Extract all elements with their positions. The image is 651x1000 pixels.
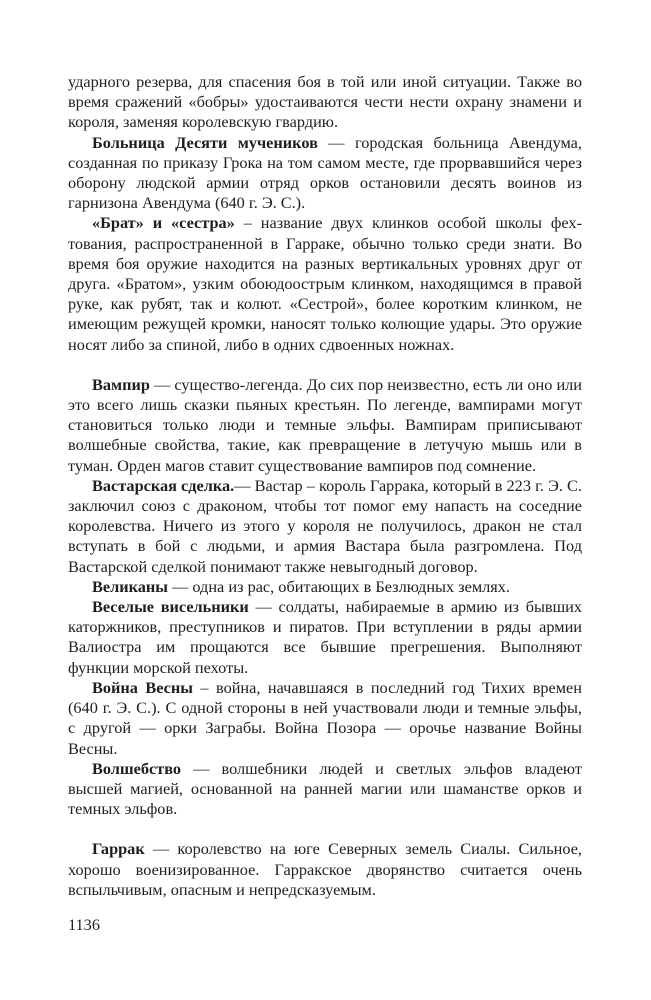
- glossary-entry: [68, 476, 582, 577]
- glossary-entry: [68, 577, 582, 597]
- entry-text: — Вастар – король Гаррака, который в 223 г. Э. С. заключил союз с драконом, чтобы тот помог ему напасть на соседние королевства. Ничего из этого у короля не получилось, дракон не стал вступать в бой с людьми, и армия Вастара была разгромлена. Под Вастарской сделкой понимают также невыгодный договор.: [68, 475, 582, 576]
- glossary-text: [68, 72, 582, 900]
- entry-text: — солдаты, набираемые в армию из бывших каторжников, преступников и пиратов. При вступлении в ряды армии Валиостра им прощаются все бывшие прегрешения. Выполняют функции морской пехоты.: [68, 597, 582, 677]
- entry-term: Гаррак: [92, 839, 145, 859]
- entry-term: Великаны: [92, 576, 168, 596]
- entry-term: Война Весны: [92, 677, 193, 697]
- entry-text: — королевство на юге Северных земель Сиалы. Сильное, хорошо военизированное. Гарракское дворянство считается очень вспыльчивым, опасным и непредсказуемым.: [68, 839, 582, 899]
- entry-term: Больница Десяти мучеников: [92, 132, 318, 152]
- entry-text: – война, начавшаяся в последний год Тихих времен (640 г. Э. С.). С одной стороны в ней участвовали люди и темные эльфы, с другой — орки Заграбы. Война Позора — орочье название Войны Весны.: [68, 677, 582, 758]
- entry-text: — городская больница Авендума, созданная по приказу Грока на том самом месте, где прорвавшийся через оборону людской армии отряд орков остановили десять воинов из гарнизона Авендума (640 г. Э. С.).: [68, 132, 582, 213]
- glossary-entry: [68, 839, 582, 900]
- entry-term: Волшебство: [92, 758, 182, 778]
- entry-term: Вампир: [92, 374, 150, 394]
- entry-text: – название двух клинков особой школы фехтования, распространенной в Гарраке, обычно только среди знати. Во время боя оружие находится на разных вертикальных уровнях друг от друга. «Братом», узким обоюдоострым клинком, находящимся в правой руке, как рубят, так и колют. «Сестрой», более коротким клинком, не имеющим режущей кромки, наносят только колющие удары. Это оружие носят либо за спиной, либо в одних сдвоенных ножнах.: [68, 213, 582, 354]
- glossary-entry: [68, 375, 582, 476]
- entry-text: ударного резерва, для спасения боя в той или иной ситуации. Также во время сражений «бобры» удостаиваются чести нести охрану знамени и короля, заменяя королевскую гвардию.: [68, 72, 582, 132]
- page-number: 1136: [68, 915, 100, 934]
- entry-term: Вастарская сделка.: [92, 475, 235, 495]
- entry-text: — одна из рас, обитающих в Безлюдных землях.: [167, 576, 510, 596]
- glossary-entry: [68, 759, 582, 820]
- glossary-entry: [68, 213, 582, 354]
- entry-term: Веселые висельники: [92, 597, 249, 617]
- entry-term: «Брат» и «сестра»: [92, 213, 235, 233]
- glossary-entry: [68, 133, 582, 214]
- entry-text: — волшебники людей и светлых эльфов владеют высшей магией, основанной на ранней магии или шаманстве орков и темных эльфов.: [68, 758, 582, 819]
- entry-text: — существо-легенда. До сих пор неизвестно, есть ли оно или это всего лишь сказки пьяных крестьян. По легенде, вампирами могут становиться только люди и темные эльфы. Вампирам приписывают волшебные свойства, такие, как превращение в летучую мышь или в туман. Орден магов ставит существование вампиров под сомнение.: [68, 374, 582, 475]
- glossary-entry: [68, 678, 582, 759]
- glossary-entry: [68, 597, 582, 678]
- glossary-entry-continued: [68, 72, 582, 133]
